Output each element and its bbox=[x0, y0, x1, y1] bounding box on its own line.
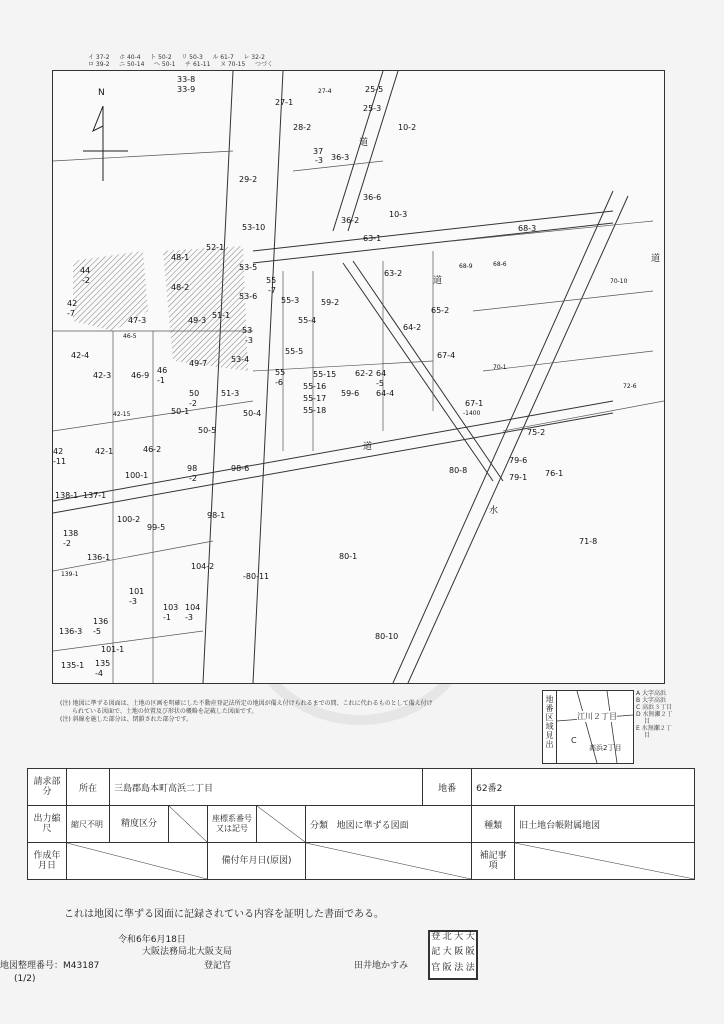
lot-label: 10-2 bbox=[398, 123, 417, 132]
lot-label: 100-2 bbox=[117, 515, 141, 524]
lot-label: 53-10 bbox=[242, 223, 266, 232]
lot-label: 50-1 bbox=[171, 407, 190, 416]
lot-label: 50-5 bbox=[198, 426, 217, 435]
inset-legend bbox=[636, 690, 673, 739]
legend-line: 目 bbox=[636, 718, 650, 725]
lot-label: 42-4 bbox=[71, 351, 90, 360]
location-label: 所在 bbox=[67, 769, 110, 806]
lot-label: 62-2 bbox=[355, 369, 374, 378]
legend-line: 目 bbox=[636, 732, 650, 739]
page-indicator: (1/2) bbox=[14, 974, 36, 984]
location-value: 三島郡島本町高浜二丁目 bbox=[110, 769, 423, 806]
lot-label: 46-5 bbox=[123, 333, 137, 340]
lot-label: 98 bbox=[187, 464, 198, 473]
lot-label: 64 bbox=[376, 369, 387, 378]
lot-label: 27-4 bbox=[318, 88, 332, 95]
document-number: 地図整理番号：M43187 bbox=[0, 961, 100, 971]
created-date-empty bbox=[67, 843, 208, 880]
lot-label: 136-3 bbox=[59, 627, 83, 636]
lot-label: 101 bbox=[129, 587, 145, 596]
type-value: 旧土地台帳附属地図 bbox=[515, 806, 695, 843]
lot-label: 29-2 bbox=[239, 175, 258, 184]
seal-char: 法 bbox=[465, 962, 475, 973]
lot-label: 70-10 bbox=[610, 278, 628, 285]
lot-label: 50-4 bbox=[243, 409, 262, 418]
seal-char: 北 bbox=[442, 932, 452, 942]
lot-label: -1400 bbox=[463, 410, 481, 417]
lot-label: 28-2 bbox=[293, 123, 312, 132]
seal-char: 阪 bbox=[442, 962, 452, 973]
lot-label: 51-3 bbox=[221, 389, 240, 398]
lot-label: 33-9 bbox=[177, 85, 196, 94]
lot-label: 68-6 bbox=[493, 261, 507, 268]
lot-label: 136 bbox=[93, 617, 109, 626]
lot-label: 51-1 bbox=[212, 311, 231, 320]
lot-label: 138-1 bbox=[55, 491, 79, 500]
lot-label: 63-2 bbox=[384, 269, 403, 278]
lot-label: 59-2 bbox=[321, 298, 340, 307]
lot-label: 136-1 bbox=[87, 553, 111, 562]
registrar-title: 登記官 bbox=[204, 961, 232, 971]
lot-label: -5 bbox=[93, 627, 101, 636]
lot-label: 48-1 bbox=[171, 253, 190, 262]
seal-char: 記 bbox=[431, 947, 441, 958]
lot-label: 42-3 bbox=[93, 371, 112, 380]
lot-label: 42-1 bbox=[95, 447, 114, 456]
lot-label: -7 bbox=[67, 309, 75, 318]
lot-label: 25-3 bbox=[363, 104, 382, 113]
precision-empty bbox=[169, 806, 208, 843]
road-label: 道 bbox=[359, 138, 369, 148]
lot-label: -2 bbox=[82, 276, 90, 285]
remarks-empty bbox=[515, 843, 695, 880]
lot-label: 98-6 bbox=[231, 464, 250, 473]
lot-label: 53-4 bbox=[231, 355, 250, 364]
official-seal bbox=[428, 930, 478, 980]
lot-label: 36-3 bbox=[331, 153, 350, 162]
lot-label: 53-5 bbox=[239, 263, 258, 272]
lot-label: -3 bbox=[185, 613, 193, 622]
lot-label: 49-3 bbox=[188, 316, 207, 325]
lot-label: 138 bbox=[63, 529, 79, 538]
seal-char: 阪 bbox=[465, 947, 475, 958]
legend-line: B 大字高浜 bbox=[636, 697, 667, 704]
scale-value: 縮尺不明 bbox=[67, 806, 110, 843]
road-label: 道 bbox=[363, 442, 373, 452]
lot-label: -6 bbox=[275, 378, 283, 387]
classification-cell bbox=[306, 806, 472, 843]
issue-date: 令和6年6月18日 bbox=[118, 935, 186, 945]
lot-label: 67-1 bbox=[465, 399, 484, 408]
lot-label: 55-4 bbox=[298, 316, 317, 325]
road-label: 道 bbox=[433, 276, 443, 286]
lot-label: -2 bbox=[63, 539, 71, 548]
attached-date-label: 備付年月日(原図) bbox=[208, 843, 306, 880]
cadastral-map bbox=[52, 70, 665, 684]
lot-label: 64-2 bbox=[403, 323, 422, 332]
lot-label: 72-6 bbox=[623, 383, 637, 390]
lot-label: 135 bbox=[95, 659, 111, 668]
lot-label: -4 bbox=[95, 669, 103, 678]
lot-label: -3 bbox=[315, 156, 323, 165]
lot-label: 42 bbox=[53, 447, 64, 456]
lot-label: 80-1 bbox=[339, 552, 358, 561]
lot-label: 100-1 bbox=[125, 471, 149, 480]
lot-label: 53-6 bbox=[239, 292, 258, 301]
lot-label: 65-2 bbox=[431, 306, 450, 315]
seal-char: 大 bbox=[442, 947, 452, 958]
lot-label: -1 bbox=[157, 376, 165, 385]
lot-label: 44 bbox=[80, 266, 91, 275]
lot-label: 68-3 bbox=[518, 224, 537, 233]
lot-label: 55 bbox=[275, 368, 286, 377]
lot-label: 104-2 bbox=[191, 562, 215, 571]
inset-area-label: C bbox=[571, 736, 577, 745]
lot-label: 48-2 bbox=[171, 283, 190, 292]
type-label: 種類 bbox=[472, 806, 515, 843]
north-arrow-icon bbox=[83, 106, 128, 181]
lot-label: 79-1 bbox=[509, 473, 528, 482]
legend-line: D 水無瀬２丁 bbox=[636, 711, 673, 718]
lot-label: -11 bbox=[53, 457, 67, 466]
lot-label: 49-7 bbox=[189, 359, 208, 368]
header-legend-row-1: イ 37-2 ホ 40-4 ト 50-2 リ 50-3 ル 61-7 レ 32-2 bbox=[88, 54, 265, 61]
lot-label: 47-3 bbox=[128, 316, 147, 325]
lot-label: 55-15 bbox=[313, 370, 337, 379]
lot-label: 36-6 bbox=[363, 193, 382, 202]
seal-char: 法 bbox=[454, 962, 464, 973]
certification-text: これは地図に準ずる図面に記録されている内容を証明した書面である。 bbox=[64, 909, 384, 920]
lot-label: -2 bbox=[189, 474, 197, 483]
legend-line: E 水無瀬２丁 bbox=[636, 725, 672, 732]
lot-label: 36-2 bbox=[341, 216, 360, 225]
legend-line: A 大字高浜 bbox=[636, 690, 667, 697]
lot-label: 53 bbox=[242, 326, 253, 335]
lot-label: 71-8 bbox=[579, 537, 598, 546]
scale-label: 出力縮尺 bbox=[28, 806, 67, 843]
lot-label: 139-1 bbox=[61, 571, 79, 578]
lot-label: 25-5 bbox=[365, 85, 384, 94]
lot-label: 80-8 bbox=[449, 466, 468, 475]
lot-label: 63-1 bbox=[363, 234, 382, 243]
lot-label: 33-8 bbox=[177, 75, 196, 84]
lot-number-label: 地番 bbox=[423, 769, 472, 806]
lot-label: 99-5 bbox=[147, 523, 166, 532]
lot-label: 42-15 bbox=[113, 411, 131, 418]
lot-label: 104 bbox=[185, 603, 201, 612]
lot-label: 103 bbox=[163, 603, 179, 612]
header-legend-row-2: ロ 39-2 ニ 50-14 ヘ 50-1 チ 61-11 ヌ 70-15 つづく bbox=[88, 61, 273, 68]
lot-label: 55 bbox=[266, 276, 277, 285]
lot-label: 67-4 bbox=[437, 351, 456, 360]
remarks-label: 補記事項 bbox=[472, 843, 515, 880]
coordinate-empty bbox=[257, 806, 306, 843]
lot-label: -2 bbox=[189, 399, 197, 408]
lot-label: 79-6 bbox=[509, 456, 528, 465]
lot-label: 46 bbox=[157, 366, 168, 375]
issuing-office: 大阪法務局北大阪支局 bbox=[142, 947, 233, 957]
legend-line: C 高浜３丁目 bbox=[636, 704, 673, 711]
request-label: 請求部分 bbox=[28, 769, 67, 806]
note-line: (注) 地図に準ずる図面は、土地の区画を明確にした不動産登記法所定の地図が備え付けられるまでの間、これに代わるものとして備え付け bbox=[60, 700, 433, 707]
lot-label: -5 bbox=[376, 379, 384, 388]
seal-char: 阪 bbox=[454, 947, 464, 958]
lot-label: 55-3 bbox=[281, 296, 300, 305]
lot-label: 75-2 bbox=[527, 428, 546, 437]
inset-side-label: 地番区域見出 bbox=[543, 691, 557, 763]
lot-label: -1 bbox=[163, 613, 171, 622]
classification-value: 地図に準ずる図面 bbox=[336, 820, 409, 831]
north-label: N bbox=[98, 88, 105, 98]
lot-label: -3 bbox=[245, 336, 253, 345]
lot-label: 59-6 bbox=[341, 389, 360, 398]
seal-char: 大 bbox=[454, 932, 464, 942]
lot-label: 64-4 bbox=[376, 389, 395, 398]
note-line: (注) 斜線を施した部分は、閉鎖された部分です。 bbox=[60, 716, 193, 723]
lot-label: 55-16 bbox=[303, 382, 327, 391]
lot-label: -7 bbox=[268, 286, 276, 295]
lot-number-value: 62番2 bbox=[472, 769, 695, 806]
inset-area-label: 高浜2丁目 bbox=[589, 744, 622, 752]
classification-label: 分類 bbox=[310, 820, 329, 831]
lot-label: 10-3 bbox=[389, 210, 408, 219]
road-label: 道 bbox=[651, 254, 661, 264]
lot-label: 80-10 bbox=[375, 632, 399, 641]
lot-label: 70-1 bbox=[493, 364, 507, 371]
officer-name: 田井地かすみ bbox=[354, 961, 409, 971]
lot-label: 50 bbox=[189, 389, 200, 398]
map-notes bbox=[60, 700, 433, 724]
lot-label: -80-11 bbox=[243, 572, 270, 581]
precision-label: 精度区分 bbox=[110, 806, 169, 843]
lot-label: 37 bbox=[313, 147, 324, 156]
lot-label: 68-9 bbox=[459, 263, 473, 270]
lot-label: 52-1 bbox=[206, 243, 225, 252]
lot-label: 101-1 bbox=[101, 645, 125, 654]
closed-parcel-2 bbox=[163, 246, 248, 371]
note-line: られている図面で、土地の位置及び形状の概略を記載した図面です。 bbox=[60, 708, 258, 715]
coordinate-label: 座標系番号又は記号 bbox=[208, 806, 257, 843]
lot-label: 46-2 bbox=[143, 445, 162, 454]
lot-label: 135-1 bbox=[61, 661, 85, 670]
attached-date-empty bbox=[306, 843, 472, 880]
certificate-info-table bbox=[27, 768, 695, 880]
lot-label: 76-1 bbox=[545, 469, 564, 478]
road-label: 水 bbox=[489, 506, 499, 516]
lot-label: 42 bbox=[67, 299, 78, 308]
lot-label: 55-5 bbox=[285, 347, 304, 356]
lot-label: 55-18 bbox=[303, 406, 327, 415]
lot-label: 46-9 bbox=[131, 371, 150, 380]
seal-char: 大 bbox=[465, 932, 475, 942]
lot-label: 98-1 bbox=[207, 511, 226, 520]
lot-label: -3 bbox=[129, 597, 137, 606]
seal-char: 官 bbox=[431, 962, 441, 973]
lot-label: 27-1 bbox=[275, 98, 294, 107]
created-date-label: 作成年月日 bbox=[28, 843, 67, 880]
lot-label: 137-1 bbox=[83, 491, 107, 500]
area-index-inset bbox=[542, 690, 634, 764]
inset-area-label: 江川２丁目 bbox=[577, 712, 617, 721]
lot-label: 55-17 bbox=[303, 394, 327, 403]
seal-char: 登 bbox=[431, 932, 441, 942]
